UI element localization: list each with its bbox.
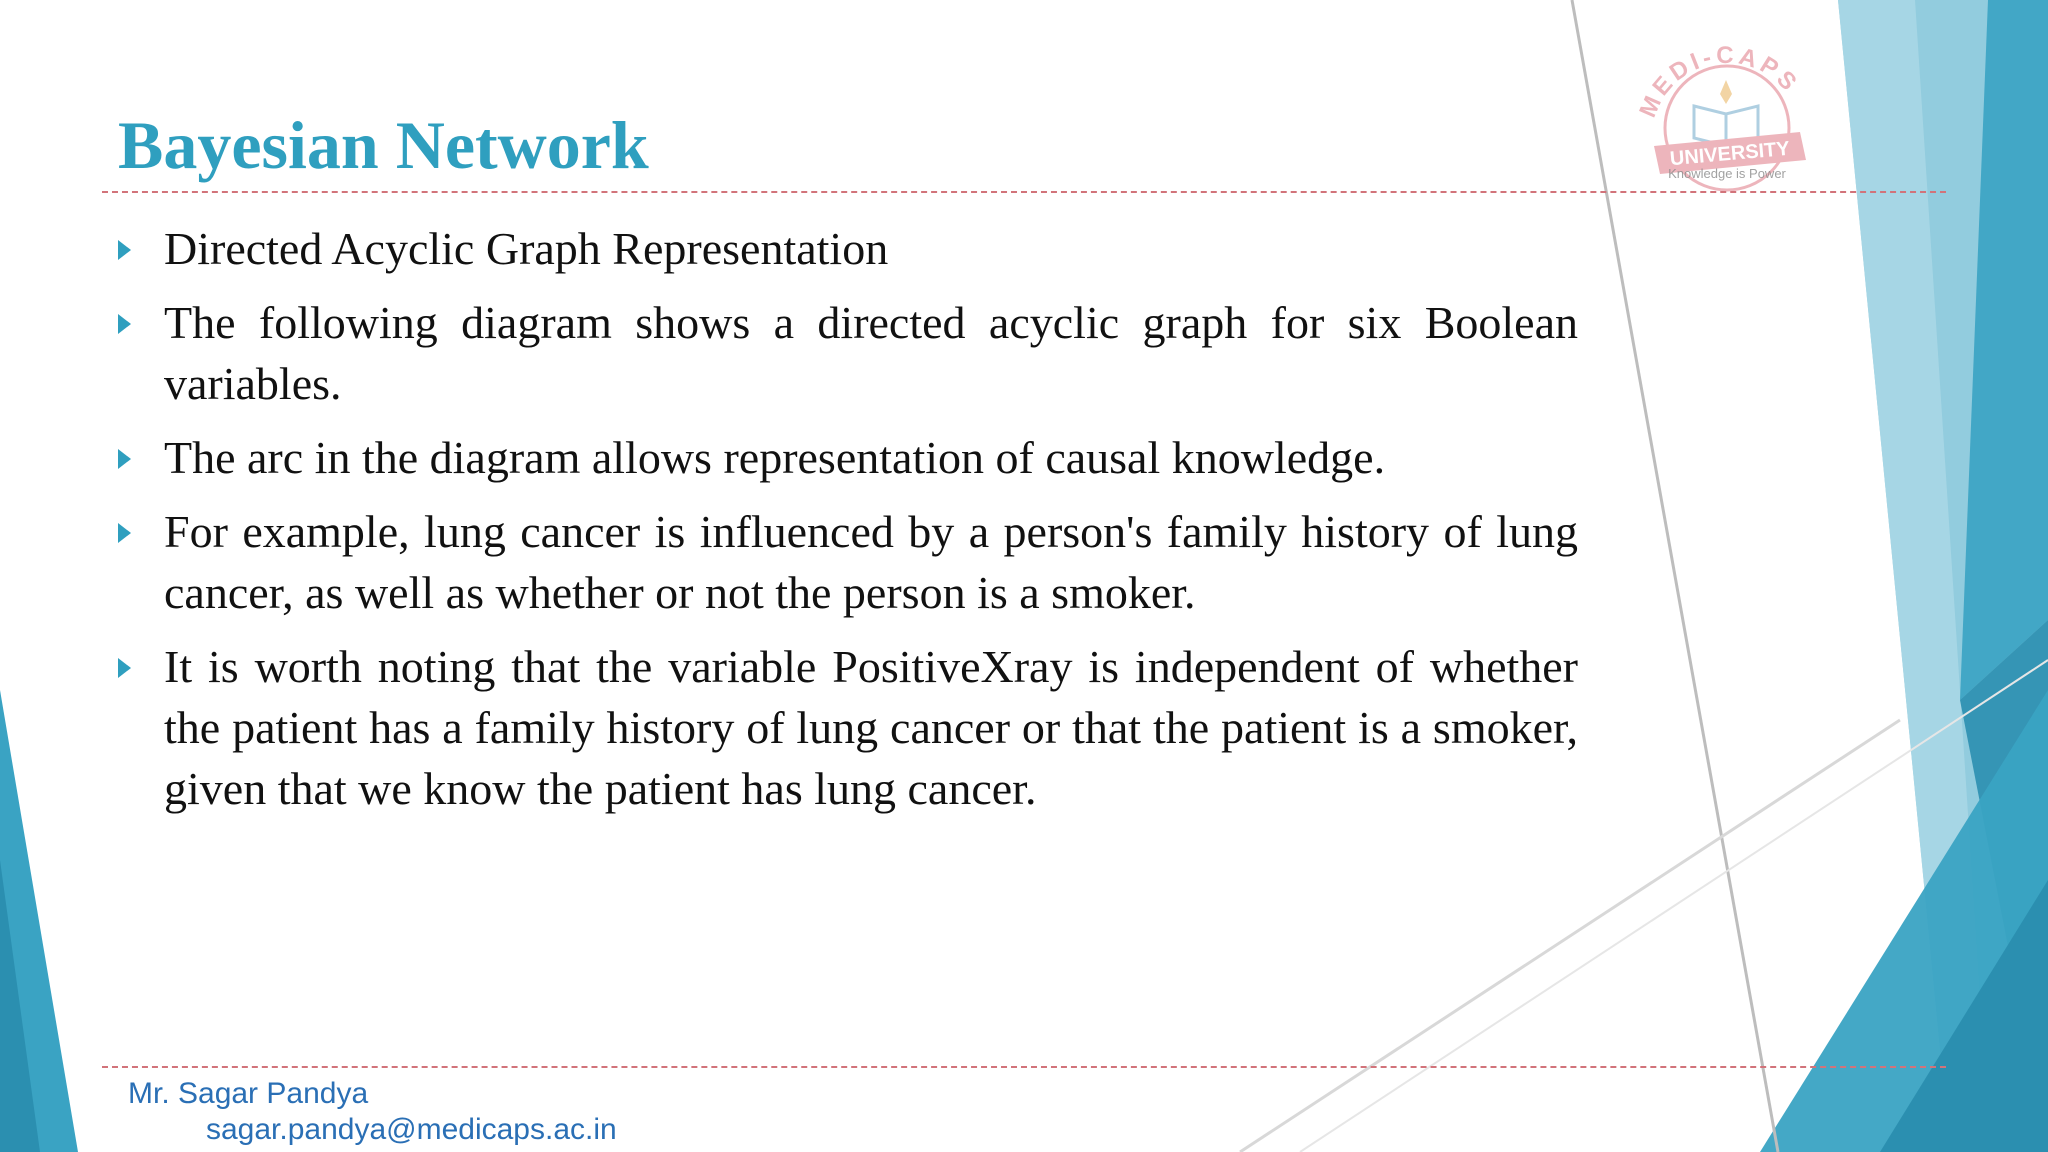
bullet-text: The following diagram shows a directed acyclic graph for six Boolean variables. <box>164 297 1578 409</box>
bullet-text: The arc in the diagram allows representation of causal knowledge. <box>164 432 1386 483</box>
bullet-list <box>118 218 1578 832</box>
footer-divider <box>102 1066 1946 1068</box>
bullet-item <box>118 501 1578 623</box>
bullet-text: It is worth noting that the variable PositiveXray is independent of whether the patient has a family history of lung cancer or that the patient is a smoker, given that we know the patient has lung cancer. <box>164 641 1578 814</box>
bullet-text: Directed Acyclic Graph Representation <box>164 223 889 274</box>
slide-title: Bayesian Network <box>118 107 649 183</box>
bullet-arrow-icon <box>118 240 131 260</box>
footer-author: Mr. Sagar Pandya <box>128 1077 369 1110</box>
title-divider <box>102 191 1946 193</box>
bullet-arrow-icon <box>118 523 131 543</box>
bullet-item <box>118 292 1578 414</box>
bullet-arrow-icon <box>118 449 131 469</box>
bullet-item <box>118 636 1578 819</box>
footer-email: sagar.pandya@medicaps.ac.in <box>206 1113 617 1146</box>
bullet-item <box>118 218 1578 279</box>
svg-text:MEDI-CAPS <box>1634 42 1804 121</box>
logo-tagline: Knowledge is Power <box>1668 166 1786 181</box>
logo-arc-text: MEDI-CAPS <box>1634 41 1805 122</box>
bullet-text: For example, lung cancer is influenced by a person's family history of lung cancer, as well as whether or not the person is a smoker. <box>164 506 1578 618</box>
logo-banner-text: UNIVERSITY <box>1669 137 1791 171</box>
bullet-arrow-icon <box>118 658 131 678</box>
bullet-arrow-icon <box>118 314 131 334</box>
bullet-item <box>118 427 1578 488</box>
